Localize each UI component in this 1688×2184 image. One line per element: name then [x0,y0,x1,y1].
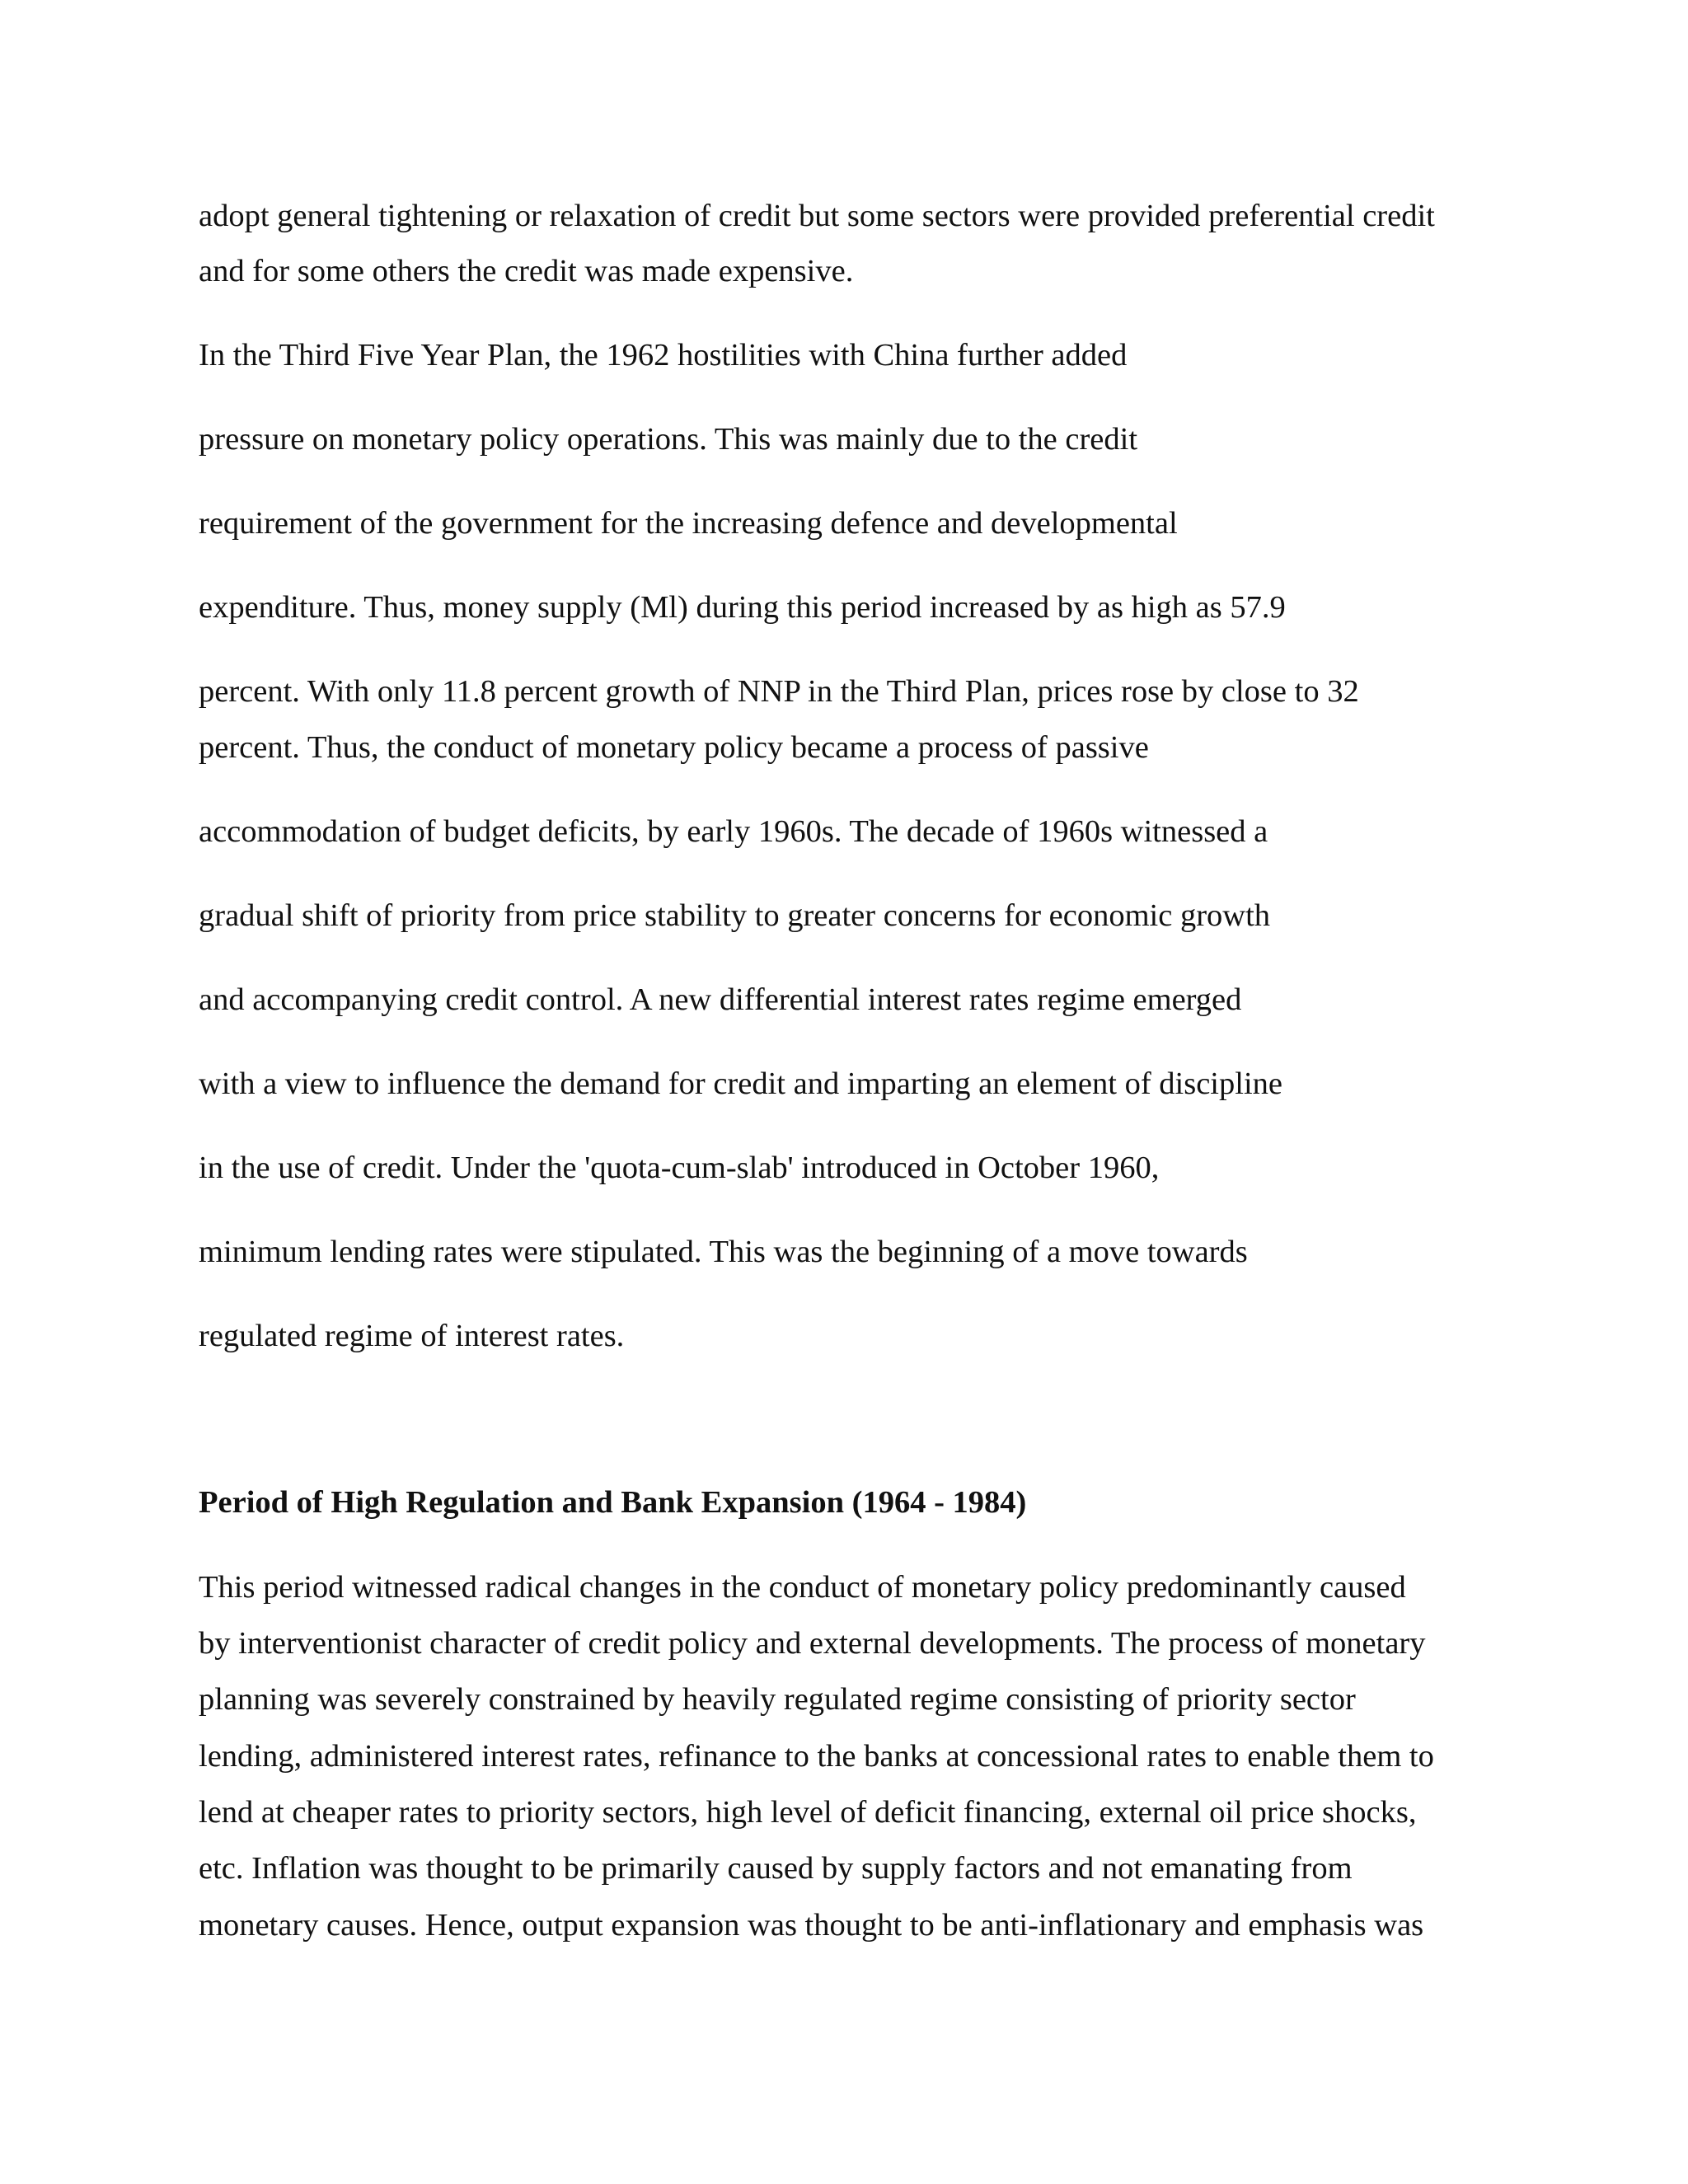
paragraph-2-line-11: in the use of credit. Under the 'quota-cum-slab' introduced in October 1960, [199,1151,1160,1185]
paragraph-2-line-9: and accompanying credit control. A new differential interest rates regime emerged [199,982,1242,1017]
paragraph-3-line-4: lending, administered interest rates, refinance to the banks at concessional rates to enable them to [199,1739,1434,1774]
paragraph-2-line-8: gradual shift of priority from price stability to greater concerns for economic growth [199,898,1271,933]
paragraph-2-line-4: expenditure. Thus, money supply (Ml) during this period increased by as high as 57.9 [199,590,1286,625]
paragraph-2-line-6: percent. Thus, the conduct of monetary policy became a process of passive [199,730,1149,765]
paragraph-1-line-2: and for some others the credit was made expensive. [199,254,854,288]
paragraph-2-line-7: accommodation of budget deficits, by early 1960s. The decade of 1960s witnessed a [199,814,1268,849]
paragraph-3-line-3: planning was severely constrained by heavily regulated regime consisting of priority sector [199,1682,1356,1717]
paragraph-2-line-3: requirement of the government for the increasing defence and developmental [199,506,1178,541]
paragraph-2-line-2: pressure on monetary policy operations. This was mainly due to the credit [199,422,1138,457]
paragraph-1-line-1: adopt general tightening or relaxation of credit but some sectors were provided preferential credit [199,199,1435,233]
paragraph-2-line-13: regulated regime of interest rates. [199,1319,625,1353]
paragraph-3-line-7: monetary causes. Hence, output expansion was thought to be anti-inflationary and emphasis was [199,1908,1424,1943]
paragraph-3-line-5: lend at cheaper rates to priority sectors, high level of deficit financing, external oil price shocks, [199,1795,1417,1830]
paragraph-3-line-2: by interventionist character of credit policy and external developments. The process of monetary [199,1626,1426,1661]
section-heading: Period of High Regulation and Bank Expansion (1964 - 1984) [199,1485,1027,1520]
paragraph-2-line-1: In the Third Five Year Plan, the 1962 hostilities with China further added [199,338,1128,373]
paragraph-2-line-5: percent. With only 11.8 percent growth of NNP in the Third Plan, prices rose by close to 32 [199,674,1359,709]
paragraph-3-line-1: This period witnessed radical changes in the conduct of monetary policy predominantly caused [199,1570,1406,1605]
paragraph-2-line-10: with a view to influence the demand for credit and imparting an element of discipline [199,1066,1282,1101]
paragraph-2-line-12: minimum lending rates were stipulated. This was the beginning of a move towards [199,1235,1248,1269]
paragraph-3-line-6: etc. Inflation was thought to be primarily caused by supply factors and not emanating from [199,1851,1353,1886]
